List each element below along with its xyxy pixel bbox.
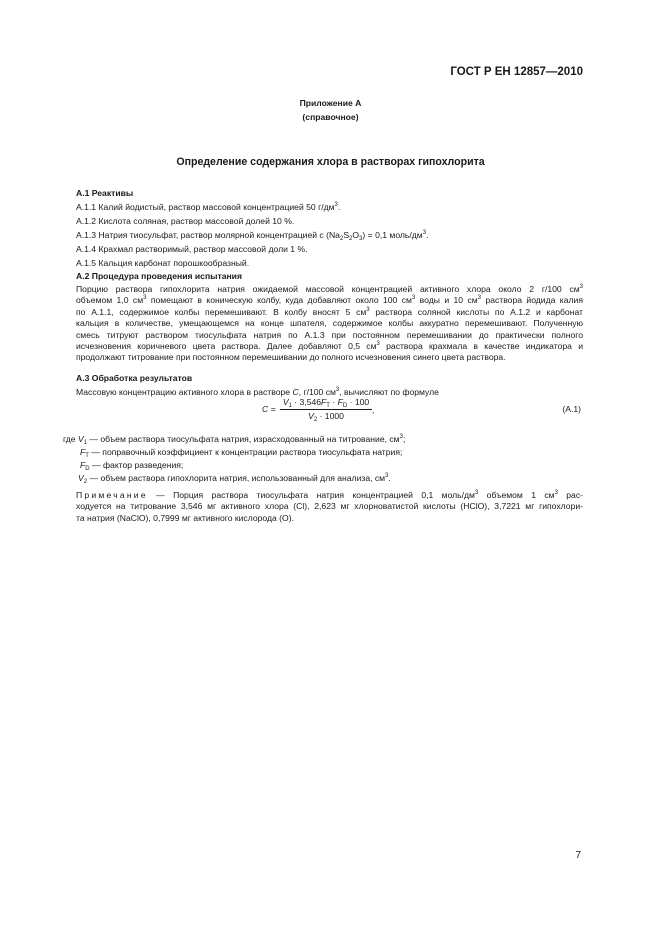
formula-denominator: $V_2 \cdot 1000$ — [308, 411, 344, 424]
intro-text: Массовую концентрацию активного хлора в растворе — [76, 387, 293, 397]
sym: V — [282, 397, 289, 407]
item-text: = 0,1 моль/дм — [367, 230, 423, 240]
where-item: $V_2$ — объем раствора гипохлорита натрия, использованный для анализа, $см^3$. — [78, 473, 391, 485]
where-lead: где — [63, 434, 78, 444]
sym: V — [308, 411, 314, 422]
note-paragraph: Примечание — Порция раствора тиосульфата натрия концентрацией 0,1 моль/$дм^3$ объемом 1 $см^3$ рас- ходуется на титрование 3,546 мг активного хлора (Cl), 2,623 мг хлорноватистой кислоты (HClO), 3,7221 мг гипохлори- та натрия (NaClO), 0,7999 мг активного кислорода (O). — [76, 490, 583, 523]
list-item — [76, 258, 249, 269]
text-line: продолжают титрование при постоянном перемешивании до полного исчезновения синего цвета раствора. — [76, 352, 506, 363]
text-line: объемом 1,0 см — [76, 295, 144, 306]
where-text: — объем раствора гипохлорита натрия, использованный для анализа, см — [87, 473, 386, 483]
where-text: — фактор разведения; — [89, 460, 184, 470]
item-text: А.1.5 Кальция карбонат порошкообразный. — [76, 258, 250, 268]
item-text: А.1.2 Кислота соляная, раствор массовой долей 10 %. — [76, 216, 295, 226]
note-word: Примечание — [76, 490, 148, 500]
where-symbol: F — [80, 447, 86, 457]
note-text: та натрия (NaClO), 0,7999 мг активного кислорода (O). — [76, 512, 294, 523]
page-number: 7 — [575, 850, 581, 861]
text-line: исчезновения коричневого цвета раствора. Далее добавляют 0,5 см — [76, 341, 377, 352]
where-symbol: F — [80, 460, 86, 470]
formula-fraction — [280, 397, 375, 424]
text-line: воды и 10 см — [415, 295, 478, 306]
formula-numerator: $V_1 \cdot 3,546F_T \cdot F_D \cdot 100$ — [280, 397, 372, 410]
text-line: смесь титруют раствором тиосульфата натрия по А.1.3 при постоянном перемешивании до практически полного — [76, 329, 583, 340]
intro-text: , вычисляют по формуле — [339, 387, 439, 397]
list-item: А.1.3 Натрия тиосульфат, раствор молярной концентрацией с $(Na_2S_2O_3) = 0,1$ моль/$дм^3$. — [76, 230, 429, 242]
text-line: кальция в количестве, умещающемся на конце шпателя, содержимое колбы аккуратно перемешивают. Полученную — [76, 318, 583, 329]
document-title: Определение содержания хлора в растворах гипохлорита — [176, 156, 485, 168]
where-item — [80, 460, 183, 471]
text-line: Порцию раствора гипохлорита натрия ожидаемой массовой концентрацией активного хлора около 2 г/100 см — [76, 284, 580, 294]
item-text: А.1.3 Натрия тиосульфат, раствор молярной концентрацией с (Na — [76, 230, 340, 240]
where-symbol: V — [77, 434, 84, 444]
section-3-heading: А.3 Обработка результатов — [76, 373, 193, 383]
procedure-paragraph: Порцию раствора гипохлорита натрия ожидаемой массовой концентрацией активного хлора около 2 г/100 $см^3$ объемом 1,0 $см^3$ помещают в коническую колбу, куда добавляют около 100 $см^3$ воды и 10 $см^3$ раствора йодида калия по А.1.1, содержимое колбы перемешивают. В колбу вносят 5 $см^3$ раствора соляной кислоты по А.1.2 и карбонат кальция в количестве, умещающемся на конце шпателя, содержимое колбы аккуратно перемешивают. Полученную смесь титруют раствором тиосульфата натрия по А.1.3 при постоянном перемешивании до практически полного исчезновения коричневого цвета раствора. Далее добавляют 0,5 $см^3$ раствора крахмала в качестве индикатора и продолжают титрование при постоянном перемешивании до полного исчезновения синего цвета раствора. — [76, 284, 583, 363]
list-item: А.1.1 Калий йодистый, раствор массовой концентрацией 50 $г/дм^3$. — [76, 202, 341, 212]
num-text: · 3,546 — [291, 397, 322, 407]
standard-header: ГОСТ Р ЕН 12857—2010 — [450, 66, 583, 78]
where-item — [80, 447, 402, 458]
list-item — [76, 244, 308, 255]
note-text: объемом 1 см — [478, 490, 555, 500]
text-line: раствора крахмала в качестве индикатора и — [379, 341, 583, 352]
item-text: А.1.4 Крахмал растворимый, раствор массовой доли 1 %. — [76, 244, 308, 254]
equation-number: (A.1) — [562, 404, 581, 414]
intro-symbol: C — [292, 387, 299, 397]
where-subscript: D — [85, 466, 90, 472]
formula-comma: , — [372, 405, 375, 415]
where-item: где $V_1$ — объем раствора тиосульфата натрия, израсходованный на титрование, $см^3$; — [63, 434, 406, 446]
note-text: ходуется на титрование 3,546 мг активного хлора (Cl), 2,623 мг хлорноватистой кислоты (HClO), 3,7221 мг гипохлори- — [76, 501, 583, 512]
appendix-label — [0, 96, 661, 124]
appendix-note: (справочное) — [302, 112, 359, 122]
where-subscript: 1 — [83, 440, 88, 446]
formula-lhs: C = — [262, 404, 276, 414]
sym: F — [321, 397, 327, 407]
text-line: раствора соляной кислоты по А.1.2 и карбонат — [369, 306, 583, 317]
text-line: по А.1.1, содержимое колбы перемешивают. В колбу вносят 5 см — [76, 306, 367, 317]
formula-intro: Массовую концентрацию активного хлора в растворе C, г/100 $см^3$, вычисляют по формуле — [76, 387, 439, 397]
den-text: · 1000 — [317, 411, 344, 422]
item-text: А.1.1 Калий йодистый, раствор массовой концентрацией 50 г/дм — [76, 202, 335, 212]
where-subscript: T — [85, 453, 89, 459]
where-symbol: V — [78, 473, 84, 483]
section-1-heading: А.1 Реактивы — [76, 188, 134, 198]
note-text: рас- — [557, 490, 583, 500]
num-text: · 100 — [347, 397, 370, 407]
section-2-heading: А.2 Процедура проведения испытания — [76, 271, 242, 281]
text-line: помещают в коническую колбу, куда добавляют около 100 см — [146, 295, 412, 306]
list-item — [76, 216, 294, 227]
where-text: — объем раствора тиосульфата натрия, израсходованный на титрование, см — [87, 434, 400, 444]
where-subscript: 2 — [83, 479, 88, 485]
appendix-title: Приложение А — [299, 98, 362, 108]
where-text: — поправочный коэффициент к концентрации раствора тиосульфата натрия; — [88, 447, 403, 457]
text-line: раствора йодида калия — [481, 295, 583, 306]
note-text: — Порция раствора тиосульфата натрия концентрацией 0,1 моль/дм — [147, 490, 475, 500]
intro-text: , г/100 см — [298, 387, 336, 397]
